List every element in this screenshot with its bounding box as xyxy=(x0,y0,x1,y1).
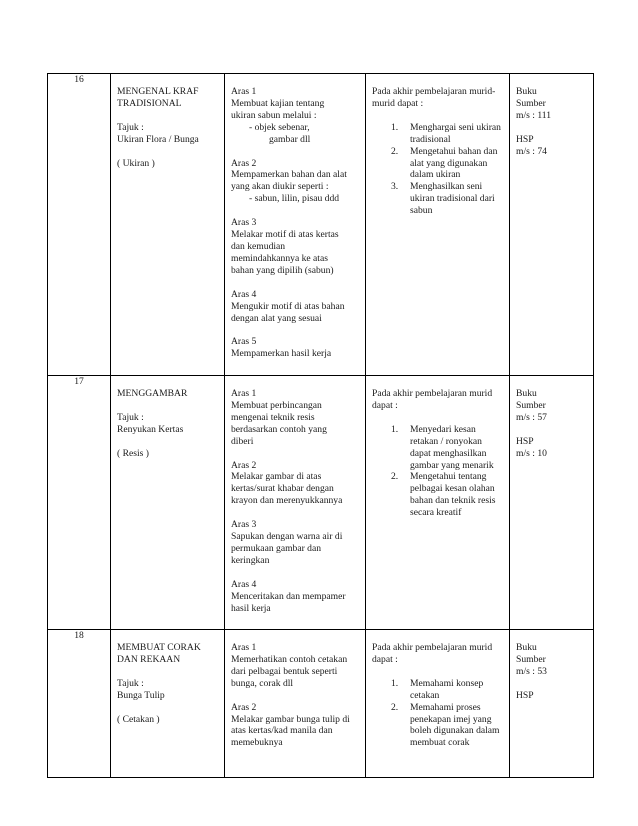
level-title: Aras 5 xyxy=(231,336,257,348)
level-subitem: - objek sebenar, xyxy=(249,121,310,133)
outcome-text: ukiran tradisional dari xyxy=(410,193,495,205)
level-text: Memerhatikan contoh cetakan xyxy=(231,653,348,665)
level-text: Mengukir motif di atas bahan xyxy=(231,300,345,312)
reference-text: HSP xyxy=(516,435,534,447)
reference-text: m/s : 74 xyxy=(516,145,547,157)
outcome-number: 1. xyxy=(391,677,399,689)
spacer xyxy=(231,277,361,289)
tajuk-label: Tajuk : xyxy=(117,677,144,689)
lesson-plan-body xyxy=(48,74,594,778)
tajuk-value: Bunga Tulip xyxy=(117,689,165,701)
reference-text: m/s : 10 xyxy=(516,447,547,459)
outcome-text: Mengetahui tentang xyxy=(410,471,487,483)
outcome-intro: Pada akhir pembelajaran murid xyxy=(372,642,493,653)
outcome-list xyxy=(372,122,505,217)
level-text: permukaan gambar dan xyxy=(231,542,322,554)
reference-text: Buku xyxy=(516,642,537,653)
level-text: Membuat kajian tentang xyxy=(231,97,325,109)
outcome-item xyxy=(372,702,505,750)
level-text: dengan alat yang sesuai xyxy=(231,312,322,324)
level-text: Melakar motif di atas kertas xyxy=(231,229,339,241)
outcome-text: penekapan imej yang xyxy=(410,713,492,725)
outcome-number: 2. xyxy=(391,145,399,157)
outcome-intro: murid dapat : xyxy=(372,97,424,109)
outcome-item xyxy=(372,181,505,217)
outcome-number: 3. xyxy=(391,181,399,193)
level-text: berdasarkan contoh yang xyxy=(231,423,327,435)
level-text: dari pelbagai bentuk seperti xyxy=(231,665,338,677)
spacer xyxy=(117,146,220,158)
spacer xyxy=(231,507,361,519)
lesson-row xyxy=(48,74,594,376)
reference-text: HSP xyxy=(516,689,534,701)
spacer xyxy=(117,436,220,448)
level-text: Mempamerkan bahan dan alat xyxy=(231,169,347,181)
outcome-text: secara kreatif xyxy=(410,507,462,519)
spacer xyxy=(516,122,589,134)
learning-outcomes-cell xyxy=(366,630,510,778)
outcome-number: 2. xyxy=(391,701,399,713)
level-title: Aras 3 xyxy=(231,217,257,229)
week-number xyxy=(48,376,111,630)
spacer xyxy=(117,702,220,714)
spacer xyxy=(117,666,220,678)
learning-outcomes-cell xyxy=(366,74,510,376)
technique-label: ( Cetakan ) xyxy=(117,713,160,725)
reference-text: Sumber xyxy=(516,653,546,665)
outcome-list xyxy=(372,678,505,749)
outcome-intro: Pada akhir pembelajaran murid xyxy=(372,388,493,399)
spacer xyxy=(231,146,361,158)
level-text: Membuat perbincangan xyxy=(231,399,322,411)
spacer xyxy=(231,448,361,460)
level-text: Mempamerkan hasil kerja xyxy=(231,348,332,360)
level-title: Aras 2 xyxy=(231,157,257,169)
reference-cell xyxy=(510,376,594,630)
outcome-item xyxy=(372,122,505,146)
reference-text: Sumber xyxy=(516,97,546,109)
spacer xyxy=(516,678,589,690)
reference-text: m/s : 57 xyxy=(516,411,547,423)
level-text: bunga, corak dll xyxy=(231,677,294,689)
spacer xyxy=(231,690,361,702)
outcome-text: membuat corak xyxy=(410,737,470,749)
spacer xyxy=(117,400,220,412)
technique-label: ( Resis ) xyxy=(117,447,149,459)
week-number-text: 17 xyxy=(74,376,84,387)
level-title: Aras 3 xyxy=(231,519,257,531)
level-text: Menceritakan dan mempamer xyxy=(231,590,346,602)
topic-title-line: TRADISIONAL xyxy=(117,97,182,109)
outcome-text: boleh digunakan dalam xyxy=(410,725,500,737)
level-text: keringkan xyxy=(231,554,270,566)
level-text: dan kemudian xyxy=(231,240,286,252)
level-title: Aras 4 xyxy=(231,288,257,300)
level-text: diberi xyxy=(231,435,254,447)
outcome-item xyxy=(372,424,505,472)
tajuk-value: Ukiran Flora / Bunga xyxy=(117,133,199,145)
level-text: ukiran sabun melalui : xyxy=(231,109,317,121)
level-text: yang akan diukir seperti : xyxy=(231,181,329,193)
outcome-number: 1. xyxy=(391,423,399,435)
reference-cell xyxy=(510,74,594,376)
level-subitem: - sabun, lilin, pisau ddd xyxy=(249,193,340,205)
level-text: Melakar gambar bunga tulip di xyxy=(231,713,350,725)
week-number xyxy=(48,630,111,778)
activity-levels-cell xyxy=(225,74,366,376)
week-number xyxy=(48,74,111,376)
outcome-number: 2. xyxy=(391,471,399,483)
level-title: Aras 4 xyxy=(231,578,257,590)
learning-outcomes-cell xyxy=(366,376,510,630)
reference-text: m/s : 53 xyxy=(516,665,547,677)
level-text: hasil kerja xyxy=(231,602,271,614)
outcome-number: 1. xyxy=(391,121,399,133)
level-title: Aras 2 xyxy=(231,701,257,713)
level-title: Aras 1 xyxy=(231,388,257,399)
level-subitem: gambar dll xyxy=(269,133,311,145)
outcome-text: tradisional xyxy=(410,133,451,145)
topic-cell xyxy=(111,630,225,778)
level-text: krayon dan merenyukkannya xyxy=(231,495,343,507)
outcome-item xyxy=(372,678,505,702)
outcome-text: cetakan xyxy=(410,689,440,701)
spacer xyxy=(516,424,589,436)
outcome-text: Menyedari kesan xyxy=(410,423,476,435)
outcome-text: pelbagai kesan olahan xyxy=(410,483,495,495)
spacer xyxy=(117,110,220,122)
level-text: bahan yang dipilih (sabun) xyxy=(231,264,334,276)
level-text: mengenai teknik resis xyxy=(231,411,315,423)
level-text: Sapukan dengan warna air di xyxy=(231,531,343,543)
outcome-text: alat yang digunakan xyxy=(410,157,488,169)
outcome-intro: dapat : xyxy=(372,653,398,665)
lesson-row xyxy=(48,630,594,778)
technique-label: ( Ukiran ) xyxy=(117,157,155,169)
outcome-text: sabun xyxy=(410,205,433,217)
outcome-text: Memahami proses xyxy=(410,701,481,713)
level-text: memebuknya xyxy=(231,737,283,749)
reference-text: HSP xyxy=(516,133,534,145)
spacer xyxy=(231,567,361,579)
outcome-text: bahan dan teknik resis xyxy=(410,495,496,507)
outcome-text: Memahami konsep xyxy=(410,677,484,689)
week-number-text: 16 xyxy=(74,74,84,85)
topic-title-line: DAN REKAAN xyxy=(117,653,181,665)
lesson-plan-table xyxy=(47,73,594,778)
reference-text: Buku xyxy=(516,388,537,399)
outcome-intro: Pada akhir pembelajaran murid- xyxy=(372,86,496,97)
outcome-text: Menghasilkan seni xyxy=(410,181,483,193)
spacer xyxy=(231,324,361,336)
reference-text: Buku xyxy=(516,86,537,97)
activity-levels-cell xyxy=(225,376,366,630)
outcome-text: dapat menghasilkan xyxy=(410,447,487,459)
reference-text: m/s : 111 xyxy=(516,109,552,121)
reference-cell xyxy=(510,630,594,778)
spacer xyxy=(231,205,361,217)
topic-cell xyxy=(111,74,225,376)
week-number-text: 18 xyxy=(74,630,84,641)
outcome-text: dalam ukiran xyxy=(410,169,461,181)
outcome-text: Mengetahui bahan dan xyxy=(410,145,498,157)
topic-title-line: MENGENAL KRAF xyxy=(117,86,199,97)
topic-title-line: MEMBUAT CORAK xyxy=(117,642,201,653)
outcome-item xyxy=(372,146,505,182)
level-text: kertas/surat khabar dengan xyxy=(231,483,334,495)
tajuk-value: Renyukan Kertas xyxy=(117,423,184,435)
reference-text: Sumber xyxy=(516,399,546,411)
topic-cell xyxy=(111,376,225,630)
tajuk-label: Tajuk : xyxy=(117,411,144,423)
level-title: Aras 1 xyxy=(231,86,257,97)
topic-title-line: MENGGAMBAR xyxy=(117,388,188,399)
level-text: atas kertas/kad manila dan xyxy=(231,725,333,737)
outcome-list xyxy=(372,424,505,519)
level-title: Aras 2 xyxy=(231,459,257,471)
outcome-text: retakan / ronyokan xyxy=(410,435,482,447)
level-text: memindahkannya ke atas xyxy=(231,252,328,264)
level-text: Melakar gambar di atas xyxy=(231,471,322,483)
outcome-text: Menghargai seni ukiran xyxy=(410,121,501,133)
tajuk-label: Tajuk : xyxy=(117,121,144,133)
outcome-item xyxy=(372,471,505,519)
level-title: Aras 1 xyxy=(231,642,257,653)
outcome-text: gambar yang menarik xyxy=(410,459,494,471)
activity-levels-cell xyxy=(225,630,366,778)
lesson-row xyxy=(48,376,594,630)
outcome-intro: dapat : xyxy=(372,399,398,411)
